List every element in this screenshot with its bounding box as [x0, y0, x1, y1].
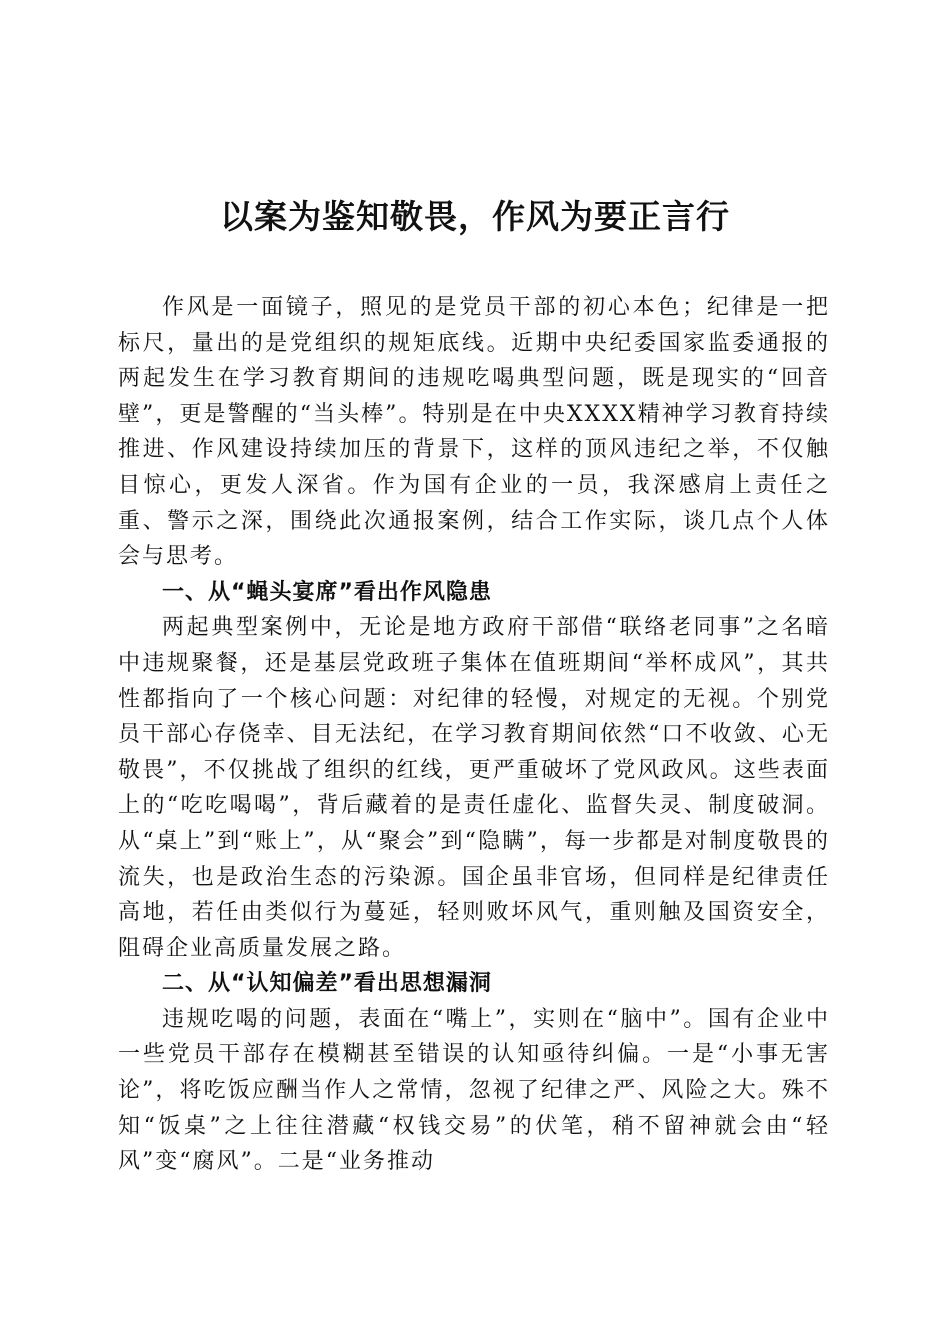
document-title: 以案为鉴知敬畏，作风为要正言行	[220, 197, 730, 236]
section-heading: 一、从“蝇头宴席”看出作风隐患	[162, 579, 492, 605]
section-heading: 二、从“认知偏差”看出思想漏洞	[162, 971, 492, 997]
document-body	[118, 290, 830, 1180]
body-paragraph: 两起典型案例中，无论是地方政府干部借“联络老同事”之名暗中违规聚餐，还是基层党政班子集体在值班期间“举杯成风”，其共性都指向了一个核心问题：对纪律的轻慢，对规定的无视。个别党员干部心存侥幸、目无法纪，在学习教育期间依然“口不收敛、心无敬畏”，不仅挑战了组织的红线，更严重破坏了党风政风。这些表面上的“吃吃喝喝”，背后藏着的是责任虚化、监督失灵、制度破洞。从“桌上”到“账上”，从“聚会”到“隐瞒”，每一步都是对制度敬畏的流失，也是政治生态的污染源。国企虽非官场，但同样是纪律责任高地，若任由类似行为蔓延，轻则败坏风气，重则触及国资安全，阻碍企业高质量发展之路。	[118, 615, 830, 961]
body-paragraph: 作风是一面镜子，照见的是党员干部的初心本色；纪律是一把标尺，量出的是党组织的规矩底线。近期中央纪委国家监委通报的两起发生在学习教育期间的违规吃喝典型问题，既是现实的“回音壁”，更是警醒的“当头棒”。特别是在中央XXXX精神学习教育持续推进、作风建设持续加压的背景下，这样的顶风违纪之举，不仅触目惊心，更发人深省。作为国有企业的一员，我深感肩上责任之重、警示之深，围绕此次通报案例，结合工作实际，谈几点个人体会与思考。	[118, 295, 830, 570]
body-paragraph: 违规吃喝的问题，表面在“嘴上”，实则在“脑中”。国有企业中一些党员干部存在模糊甚至错误的认知亟待纠偏。一是“小事无害论”，将吃饭应酬当作人之常情，忽视了纪律之严、风险之大。殊不知“饭桌”之上往往潜藏“权钱交易”的伏笔，稍不留神就会由“轻风”变“腐风”。二是“业务推动	[118, 1006, 830, 1175]
